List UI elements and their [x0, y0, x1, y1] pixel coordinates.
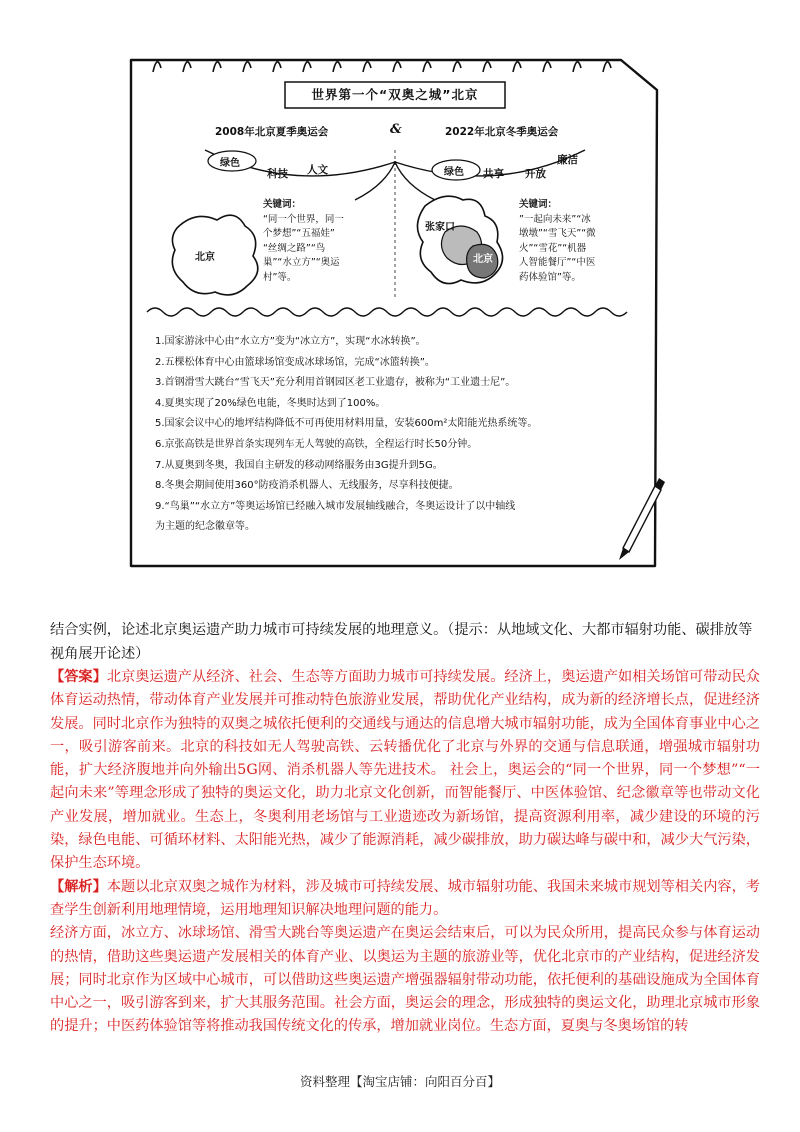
right-keyword-clean: 廉洁 — [557, 154, 578, 166]
left-keyword-line: 关键词： — [263, 199, 302, 210]
left-keyword-line: 巢”“水立方”“奥运 — [263, 257, 340, 268]
left-keyword-green: 绿色 — [220, 158, 240, 169]
fact-item: 4.夏奥实现了20%绿色电能，冬奥时达到了100%。 — [155, 397, 386, 409]
fact-item: 2.五棵松体育中心由篮球场馆变成冰球场馆，完成“冰篮转换”。 — [155, 356, 435, 368]
right-keyword-line: 人智能餐厅”“中医 — [519, 257, 596, 268]
left-keyword-humanity: 人文 — [307, 164, 328, 176]
fact-item: 6.京张高铁是世界首条实现列车无人驾驶的高铁，全程运行时长50分钟。 — [155, 438, 478, 450]
fact-item: 3.首钢滑雪大跳台“雪飞天”充分利用首钢园区老工业遗存，被称为“工业遗士尼”。 — [155, 377, 516, 389]
right-keyword-open: 开放 — [525, 168, 546, 180]
footer-source: 资料整理【淘宝店铺：向阳百分百】 — [299, 1074, 500, 1089]
beijing-map-outline — [172, 215, 257, 295]
zhangjiakou-map-label: 张家口 — [425, 222, 455, 233]
answer-label: 【答案】 — [50, 669, 107, 685]
analysis-paragraph-2: 经济方面，冰立方、冰球场馆、滑雪大跳台等奥运遗产在奥运会结束后，可以为民众所用，提高民众参与体育运动的热情，借助这些奥运遗产发展相关的体育产业、以奥运为主题的旅游业等，优化北京市的产业结构，促进经济发展；同时北京作为区域中心城市，可以借助这些奥运遗产增强器辐射带动功能，依托便利的基础设施成为全国体育中心之一，吸引游客到来，扩大其服务范围。社会方面，奥运会的理念，形成独特的奥运文化，助理北京城市形象的提升；中医药体验馆等将推动我国传统文化的传承，增加就业岗位。生态方面，夏奥与冬奥场馆的转 — [50, 925, 760, 1035]
fact-item: 为主题的纪念徽章等。 — [155, 521, 255, 533]
question-text: 结合实例，论述北京奥运遗产助力城市可持续发展的地理意义。（提示：从地域文化、大都市辐射功能、碳排放等视角展开论述） — [50, 622, 753, 662]
fact-item: 7.从夏奥到冬奥，我国自主研发的移动网络服务由3G提升到5G。 — [155, 459, 443, 471]
answer-section — [50, 666, 760, 1039]
fact-item: 5.国家会议中心的地坪结构降低不可再使用材料用量，安装600m²太阳能光热系统等。 — [155, 418, 538, 430]
event-2022: 2022年北京冬季奥运会 — [445, 126, 559, 138]
left-keyword-tech: 科技 — [267, 168, 288, 180]
answer-paragraph — [50, 666, 760, 876]
analysis-text-1: 本题以北京双奥之城作为材料，涉及城市可持续发展、城市辐射功能、我国未来城市规划等相关内容，考查学生创新利用地理情境，运用地理知识解决地理问题的能力。 — [50, 878, 760, 918]
left-keyword-line: 个梦想”“五福娃” — [263, 228, 335, 239]
notebook-figure — [125, 50, 665, 570]
right-keyword-line: 火”“雪花”“机器 — [519, 242, 587, 254]
right-keyword-green: 绿色 — [444, 167, 464, 178]
beijing-right-map-label: 北京 — [473, 254, 493, 265]
fact-item: 9.“鸟巢”“水立方”等奥运场馆已经融入城市发展轴线融合，冬奥运设计了以中轴线 — [155, 500, 516, 512]
analysis-label: 【解析】 — [50, 878, 107, 895]
fact-item: 8.冬奥会期间使用360°防疫消杀机器人、无线服务，尽享科技便捷。 — [155, 480, 459, 492]
facts-list — [155, 332, 645, 538]
event-ampersand: & — [390, 122, 402, 137]
figure-title: 世界第一个“双奥之城”北京 — [311, 87, 479, 102]
left-keyword-line: “丝绸之路”“鸟 — [263, 242, 326, 254]
fact-item: 1.国家游泳中心由“水立方”变为“冰立方”，实现“水冰转换”。 — [155, 336, 426, 347]
left-keyword-box — [263, 198, 388, 285]
right-keyword-line: 墩墩”“雪飞天”“微 — [519, 228, 596, 239]
answer-text: 北京奥运遗产从经济、社会、生态等方面助力城市可持续发展。经济上，奥运遗产如相关场馆可带动民众体育运动热情，带动体育产业发展并可推动特色旅游业发展，帮助优化产业结构，成为新的经济增长点，促进经济发展。同时北京作为独特的双奥之城依托便利的交通线与通达的信息增大城市辐射功能，成为全国体育事业中心之一，吸引游客前来。北京的科技如无人驾驶高铁、云转播优化了北京与外界的交通与信息联通，增强城市辐射功能，扩大经济腹地并向外输出5G网、消杀机器人等先进技术。 社会上，奥运会的“同一个世界，同一个梦想”“一起向未来”等理念形成了独特的奥运文化，助力北京文化创新，而智能餐厅、中医体验馆、纪念徽章等也带动文化产业发展，增加就业。生态上，冬奥利用老场馆与工业遗迹改为新场馆，提高资源利用率，减少建设的环境的污染，绿色电能、可循环材料、太阳能光热，减少了能源消耗，减少碳排放，助力碳达峰与碳中和，减少大气污染，保护生态环境。 — [50, 669, 760, 872]
right-keyword-line: ”一起向未来”“冰 — [519, 213, 591, 225]
right-keyword-line: 药体验馆”等。 — [519, 271, 581, 283]
beijing-map-label: 北京 — [195, 252, 215, 263]
left-keyword-line: “同一个世界，同一 — [263, 213, 344, 225]
right-keyword-line: 关键词： — [519, 199, 558, 210]
analysis-paragraph — [50, 876, 760, 923]
event-2008: 2008年北京夏季奥运会 — [215, 126, 329, 138]
left-keyword-line: 村”等。 — [263, 271, 297, 283]
right-keyword-share: 共享 — [483, 168, 504, 180]
right-keyword-box — [519, 198, 649, 285]
